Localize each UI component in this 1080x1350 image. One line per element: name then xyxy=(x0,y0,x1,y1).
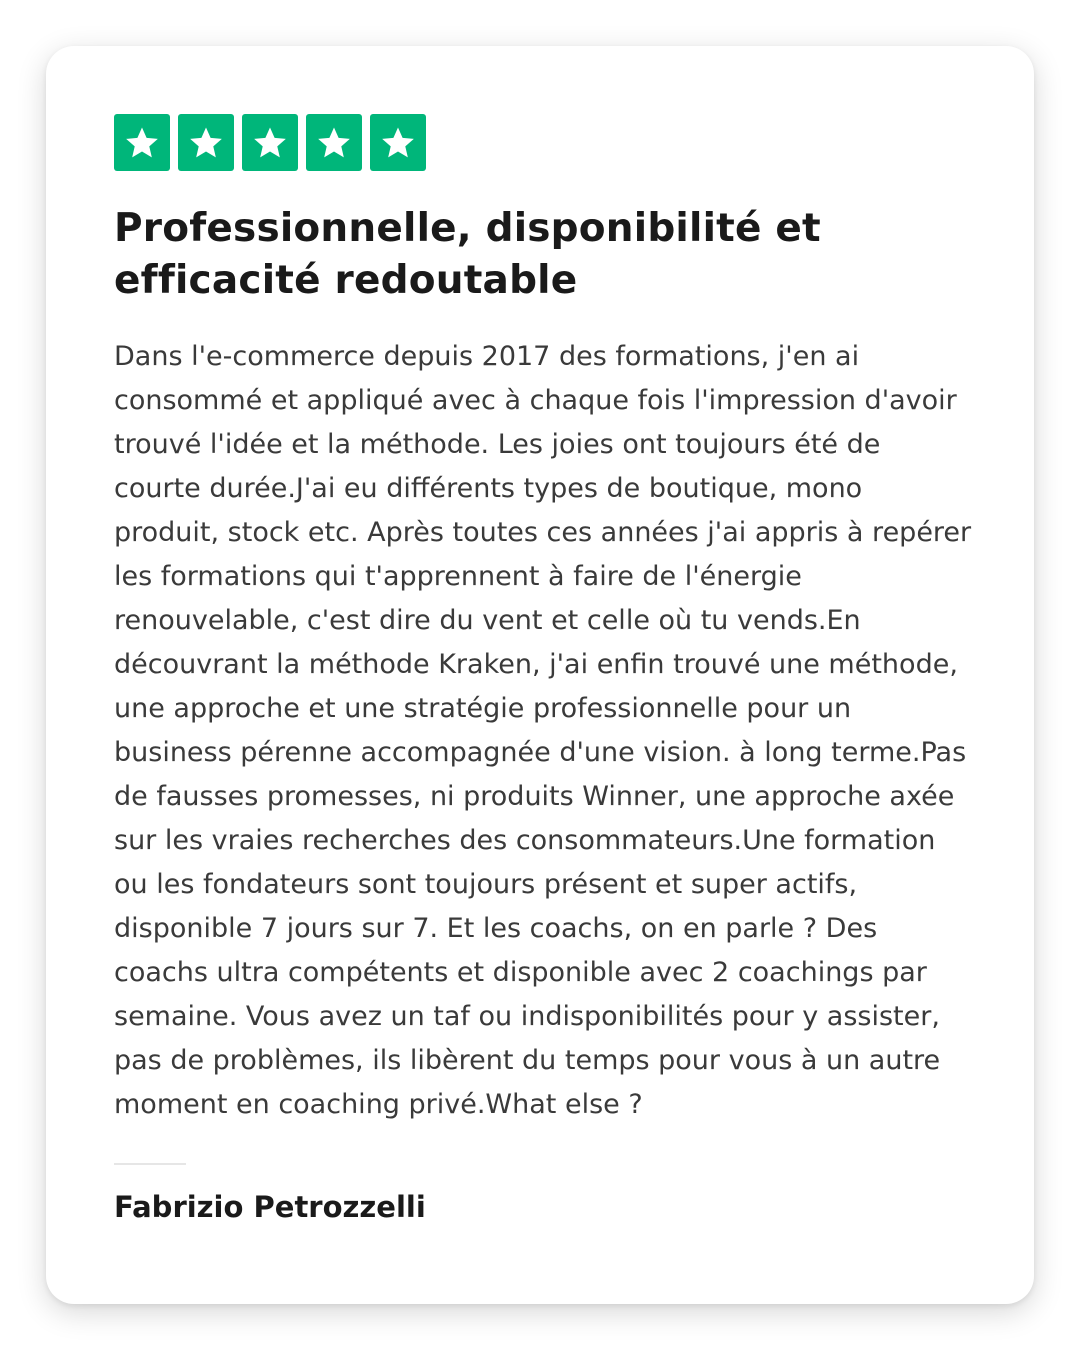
star-box xyxy=(306,114,362,171)
star-box xyxy=(242,114,298,171)
star-icon xyxy=(379,124,417,162)
star-rating xyxy=(114,114,966,171)
star-icon xyxy=(123,124,161,162)
review-author: Fabrizio Petrozzelli xyxy=(114,1190,426,1224)
review-title: Professionnelle, disponibilité et efficacité redoutable xyxy=(114,206,821,303)
review-card xyxy=(46,46,1034,1304)
star-box xyxy=(370,114,426,171)
star-icon xyxy=(187,124,225,162)
review-body: Dans l'e-commerce depuis 2017 des formations, j'en ai consommé et appliqué avec à chaque fois l'impression d'avoir trouvé l'idée et la méthode. Les joies ont toujours été de courte durée.J'ai eu différents types de boutique, mono produit, stock etc. Après toutes ces années j'ai appris à repérer les formations qui t'apprennent à faire de l'énergie renouvelable, c'est dire du vent et celle où tu vends.En découvrant la méthode Kraken, j'ai enfin trouvé une méthode, une approche et une stratégie professionnelle pour un business pérenne accompagnée d'une vision. à long terme.Pas de fausses promesses, ni produits Winner, une approche axée sur les vraies recherches des consommateurs.Une formation ou les fondateurs sont toujours présent et super actifs, disponible 7 jours sur 7. Et les coachs, on en parle ? Des coachs ultra compétents et disponible avec 2 coachings par semaine. Vous avez un taf ou indisponibilités pour y assister, pas de problèmes, ils libèrent du temps pour vous à un autre moment en coaching privé.What else ? xyxy=(114,341,972,1120)
star-box xyxy=(114,114,170,171)
star-icon xyxy=(251,124,289,162)
divider xyxy=(114,1163,186,1165)
star-icon xyxy=(315,124,353,162)
star-box xyxy=(178,114,234,171)
